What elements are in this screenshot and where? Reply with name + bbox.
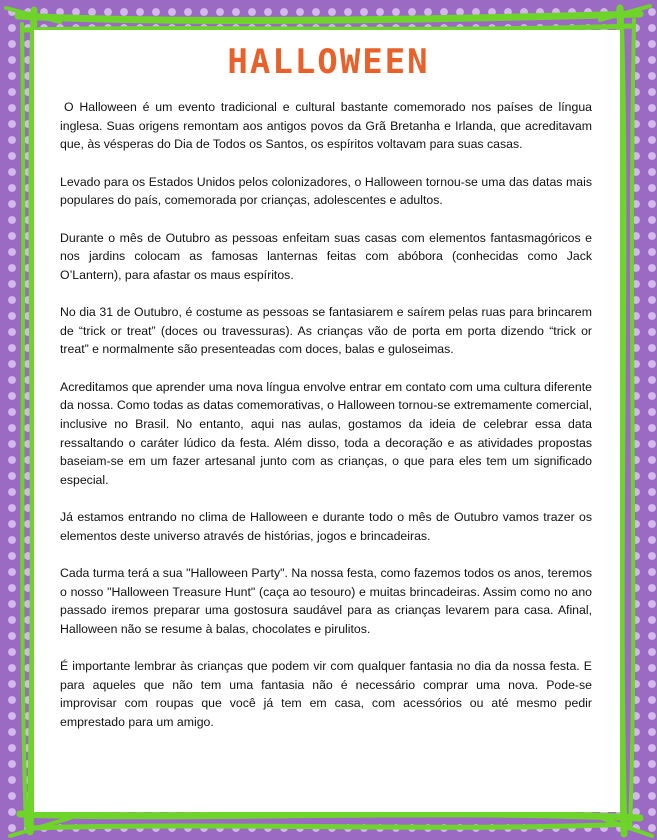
paragraph-culture: Acreditamos que aprender uma nova língua envolve entrar em contato com uma cultura diferente da nossa. Como todas as datas comemorativas, o Halloween tornou-se extremamente comercial, inclusive no Brasil. No entanto, aqui nas aulas, gostamos da ideia de celebrar essa data ressaltando o caráter lúdico da festa. Além disso, toda a decoração e as atividades propostas baseiam-se em um fazer artesanal junto com as crianças, o que para eles tem um significado especial. (60, 379, 592, 487)
paragraph-party: Cada turma terá a sua "Halloween Party". Na nossa festa, como fazemos todos os anos, teremos o nosso "Halloween Treasure Hunt" (caça ao tesouro) e muitas brincadeiras. Assim como no ano passado iremos preparar uma gostosura saudável para as crianças levarem para casa. Afinal, Halloween não se resume à balas, chocolates e pirulitos. (60, 566, 592, 636)
paragraph-origins: O Halloween é um evento tradicional e cultural bastante comemorado nos países de língua inglesa. Suas origens remontam aos antigos povos da Grã Bretanha e Irlanda, que acreditavam que, às vésperas do Dia de Todos os Santos, os espíritos voltavam para suas casas. (60, 100, 592, 152)
paragraph-activities: Já estamos entrando no clima de Halloween e durante todo o mês de Outubro vamos trazer os elementos deste universo através de histórias, jogos e brincadeiras. (60, 510, 592, 543)
article-body (60, 98, 592, 750)
paragraph-october-decor: Durante o mês de Outubro as pessoas enfeitam suas casas com elementos fantasmagóricos e nos jardins colocam as famosas lanternas feitas com abóbora (conhecidas como Jack O’Lantern), para afastar os maus espíritos. (60, 230, 592, 282)
page-title: HALLOWEEN (227, 42, 430, 82)
paragraph-costumes: É importante lembrar às crianças que podem vir com qualquer fantasia no dia da nossa festa. E para aqueles que não tem uma fantasia não é necessário comprar uma nova. Pode-se improvisar com roupas que você já tem em casa, com acessórios ou até mesmo pedir emprestado para um amigo. (60, 659, 592, 730)
paragraph-usa: Levado para os Estados Unidos pelos colonizadores, o Halloween tornou-se uma das datas mais populares do país, comemorada por crianças, adolescentes e adultos. (60, 174, 592, 208)
paragraph-trick-or-treat: No dia 31 de Outubro, é costume as pessoas se fantasiarem e saírem pelas ruas para brincarem de “trick or treat” (doces ou travessuras). As crianças vão de porta em porta dizendo “trick or treat” e normalmente são presenteadas com doces, balas e guloseimas. (60, 305, 592, 357)
